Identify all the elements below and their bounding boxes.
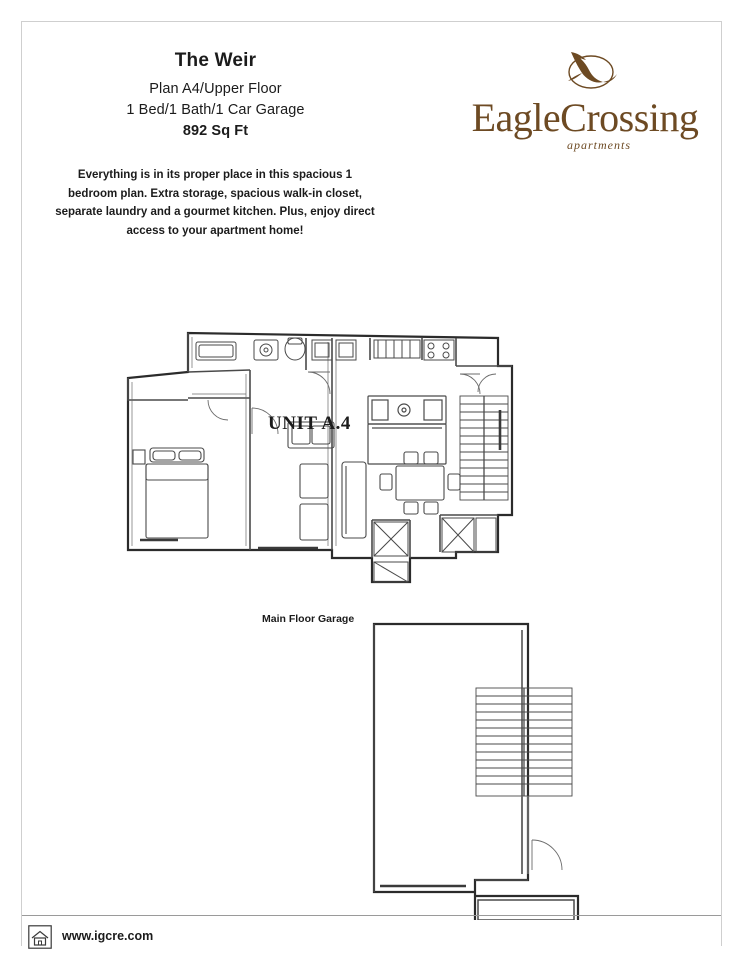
brand-logo	[455, 46, 715, 166]
floor-plan-drawing	[0, 300, 743, 920]
page-footer	[0, 915, 743, 967]
logo-subtext: apartments	[567, 138, 631, 152]
title-block	[38, 50, 393, 142]
page-title: The Weir	[174, 50, 257, 71]
plan-subtitle-floor: Plan A4/Upper Floor	[149, 81, 282, 97]
floor-plan-svg	[0, 300, 743, 920]
plan-description: Everything is in its proper place in this spacious 1 bedroom plan. Extra storage, spacious walk-in closet, separate laundry and a gourmet kitchen. Plus, enjoy direct access to your apartment home!	[55, 169, 375, 237]
garage-label: Main Floor Garage	[262, 613, 355, 625]
plan-subtitle-area: 892 Sq Ft	[182, 123, 249, 139]
footer-divider	[22, 915, 721, 916]
logo-wordmark: EagleCrossing	[471, 95, 699, 140]
page-header	[0, 38, 743, 237]
unit-label: UNIT A.4	[268, 413, 351, 434]
eagle-icon	[551, 46, 627, 94]
equal-housing-opportunity-icon	[28, 925, 52, 949]
plan-subtitle-rooms: 1 Bed/1 Bath/1 Car Garage	[126, 102, 305, 118]
page-border-top	[21, 21, 721, 22]
footer-website-url[interactable]: www.igcre.com	[62, 929, 154, 943]
